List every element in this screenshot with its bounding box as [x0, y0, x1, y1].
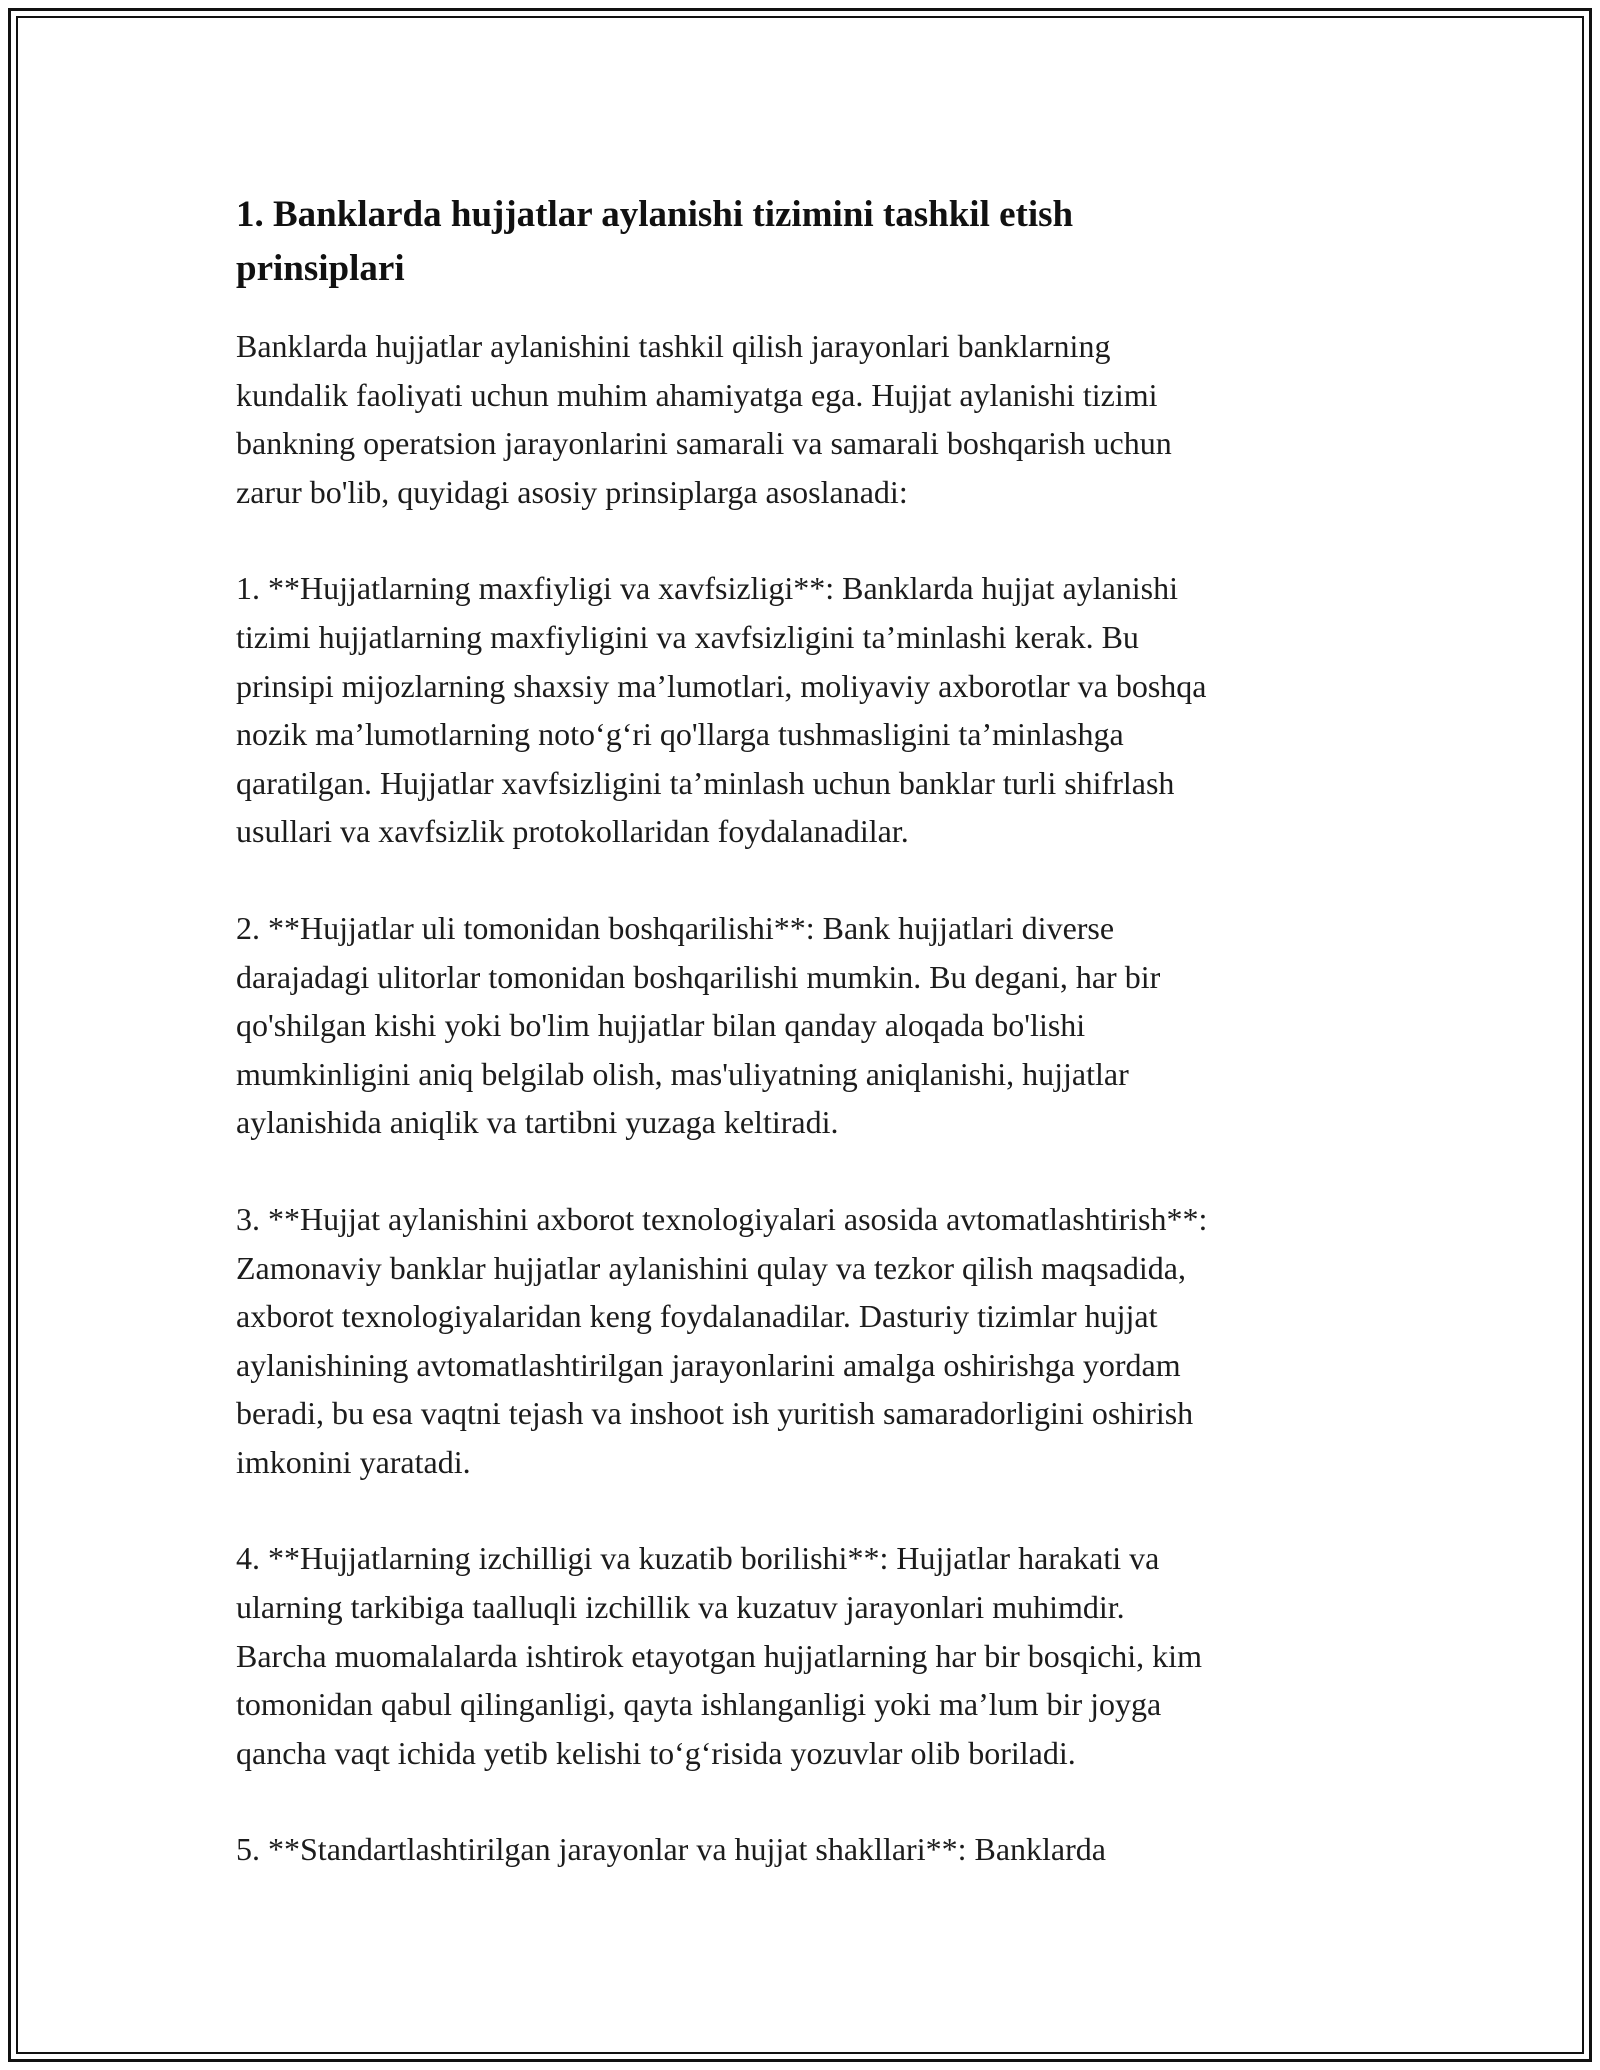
text-line: ularning tarkibiga taalluqli izchillik va kuzatuv jarayonlari muhimdir. — [236, 1589, 1125, 1626]
text-line: prinsipi mijozlarning shaxsiy ma’lumotlari, moliyaviy axborotlar va boshqa — [236, 667, 1207, 704]
text-line: qancha vaqt ichida yetib kelishi to‘g‘risida yozuvlar olib boriladi. — [236, 1734, 1076, 1771]
section-heading — [236, 188, 1366, 296]
text-line: darajadagi ulitorlar tomonidan boshqarilishi mumkin. Bu degani, har bir — [236, 958, 1161, 995]
text-line: beradi, bu esa vaqtni tejash va inshoot ish yuritish samaradorligini oshirish — [236, 1395, 1194, 1432]
text-line: Barcha muomalalarda ishtirok etayotgan hujjatlarning har bir bosqichi, kim — [236, 1637, 1202, 1674]
principle-item-2 — [236, 904, 1366, 1147]
intro-paragraph — [236, 322, 1366, 516]
text-line: tizimi hujjatlarning maxfiyligini va xavfsizligini ta’minlashi kerak. Bu — [236, 618, 1139, 655]
text-line: 1. **Hujjatlarning maxfiyligi va xavfsizligi**: Banklarda hujjat aylanishi — [236, 570, 1179, 607]
heading-line: prinsiplari — [236, 248, 405, 289]
principle-item-5 — [236, 1825, 1366, 1874]
document-page — [236, 188, 1366, 1922]
principle-item-4 — [236, 1534, 1366, 1777]
text-line: zarur bo'lib, quyidagi asosiy prinsiplarga asoslanadi: — [236, 473, 908, 510]
text-line: nozik ma’lumotlarning noto‘g‘ri qo'llarga tushmasligini ta’minlashga — [236, 716, 1124, 753]
text-line: kundalik faoliyati uchun muhim ahamiyatga ega. Hujjat aylanishi tizimi — [236, 376, 1158, 413]
text-line: qo'shilgan kishi yoki bo'lim hujjatlar bilan qanday aloqada bo'lishi — [236, 1007, 1086, 1044]
principle-item-1 — [236, 564, 1366, 856]
principle-item-3 — [236, 1195, 1366, 1487]
text-line: Banklarda hujjatlar aylanishini tashkil qilish jarayonlari banklarning — [236, 328, 1111, 364]
heading-line: 1. Banklarda hujjatlar aylanishi tizimini tashkil etish — [236, 194, 1074, 235]
text-line: axborot texnologiyalaridan keng foydalanadilar. Dasturiy tizimlar hujjat — [236, 1298, 1158, 1335]
text-line: qaratilgan. Hujjatlar xavfsizligini ta’minlash uchun banklar turli shifrlash — [236, 764, 1175, 801]
text-line: Zamonaviy banklar hujjatlar aylanishini qulay va tezkor qilish maqsadida, — [236, 1249, 1186, 1286]
text-line: usullari va xavfsizlik protokollaridan foydalanadilar. — [236, 813, 909, 850]
text-line: 5. **Standartlashtirilgan jarayonlar va hujjat shakllari**: Banklarda — [236, 1831, 1106, 1868]
text-line: imkonini yaratadi. — [236, 1443, 471, 1480]
text-line: 4. **Hujjatlarning izchilligi va kuzatib borilishi**: Hujjatlar harakati va — [236, 1540, 1160, 1577]
text-line: bankning operatsion jarayonlarini samarali va samarali boshqarish uchun — [236, 425, 1172, 462]
text-line: 3. **Hujjat aylanishini axborot texnologiyalari asosida avtomatlashtirish**: — [236, 1200, 1208, 1237]
text-line: mumkinligini aniq belgilab olish, mas'uliyatning aniqlanishi, hujjatlar — [236, 1055, 1129, 1092]
text-line: aylanishida aniqlik va tartibni yuzaga keltiradi. — [236, 1104, 839, 1141]
text-line: 2. **Hujjatlar uli tomonidan boshqarilishi**: Bank hujjatlari diverse — [236, 909, 1115, 946]
text-line: tomonidan qabul qilinganligi, qayta ishlanganligi yoki ma’lum bir joyga — [236, 1686, 1162, 1723]
text-line: aylanishining avtomatlashtirilgan jarayonlarini amalga oshirishga yordam — [236, 1346, 1181, 1383]
